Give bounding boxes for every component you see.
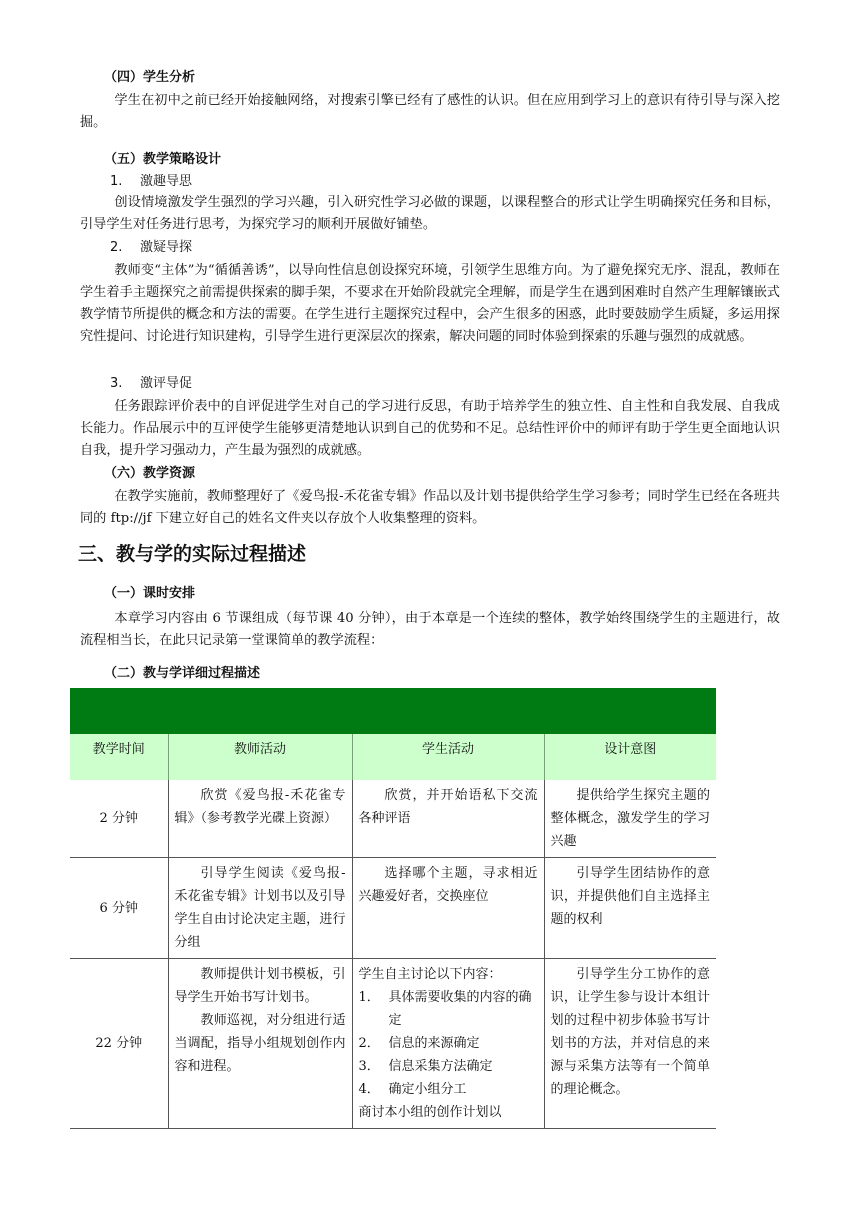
resources-text: 在教学实施前，教师整理好了《爱鸟报-禾花雀专辑》作品以及计划书提供给学生学习参考；同时学生已经在各班共同的 ftp://jf 下建立好自己的姓名文件夹以存放个人收集整理的资料。: [80, 489, 780, 526]
schedule-text: 本章学习内容由 6 节课组成（每节课 40 分钟），由于本章是一个连续的整体，教学始终围绕学生的主题进行，故流程相当长，在此只记录第一堂课简单的教学流程：: [80, 611, 780, 648]
cell-teacher: 引导学生阅读《爱鸟报-禾花雀专辑》计划书以及引导学生自由讨论决定主题，进行分组: [168, 858, 352, 959]
table-header-row: [70, 734, 716, 780]
list-item: 4． 确定小组分工: [358, 1082, 467, 1097]
strategy-item-2-title: 2. 激疑导探: [110, 240, 193, 255]
process-table: [70, 688, 716, 1129]
table-banner: [70, 688, 716, 734]
cell-student: 选择哪个主题，寻求相近兴趣爱好者，交换座位: [352, 858, 544, 959]
list-item: 2． 信息的来源确定: [358, 1036, 480, 1051]
cell-time: 22 分钟: [70, 959, 168, 1129]
table-row: [70, 959, 716, 1129]
cell-teacher: 欣赏《爱鸟报-禾花雀专辑》（参考教学光碟上资源）: [168, 780, 352, 858]
strategy-item-3-title: 3. 激评导促: [110, 376, 193, 391]
cell-intent: 引导学生分工协作的意识，让学生参与设计本组计划的过程中初步体验书写计划书的方法，并对信息的来源与采集方法等有一个简单的理论概念。: [544, 959, 716, 1129]
student-intro: 学生自主讨论以下内容：: [358, 967, 502, 982]
cell-intent: 引导学生团结协作的意识，并提供他们自主选择主题的权利: [544, 858, 716, 959]
cell-teacher: [168, 959, 352, 1129]
table-row: [70, 858, 716, 959]
cell-time: 6 分钟: [70, 858, 168, 959]
teacher-activity-2: 教师巡视，对分组进行适当调配，指导小组规划创作内容和进程。: [174, 1013, 346, 1074]
strategy-item-3-text: 任务跟踪评价表中的自评促进学生对自己的学习进行反思，有助于培养学生的独立性、自主性和自我发展、自我成长能力。作品展示中的互评使学生能够更清楚地认识到自己的优势和不足。总结性评价中的师评有助于学生更全面地认识自我，提升学习强动力，产生最为强烈的成就感。: [80, 399, 780, 458]
student-analysis-text: 学生在初中之前已经开始接触网络，对搜索引擎已经有了感性的认识。但在应用到学习上的意识有待引导与深入挖掘。: [80, 93, 780, 130]
resources-heading: （六）教学资源: [104, 466, 196, 481]
table-row: [70, 780, 716, 858]
chapter-title: 三、教与学的实际过程描述: [78, 543, 307, 565]
cell-time: 2 分钟: [70, 780, 168, 858]
cell-intent: 提供给学生探究主题的整体概念，激发学生的学习兴趣: [544, 780, 716, 858]
student-analysis-heading: （四）学生分析: [104, 70, 196, 85]
strategy-item-1-text: 创设情境激发学生强烈的学习兴趣，引入研究性学习必做的课题，以课程整合的形式让学生明确探究任务和目标，引导学生对任务进行思考，为探究学习的顺利开展做好铺垫。: [80, 195, 780, 232]
header-time: 教学时间: [70, 734, 168, 780]
cell-student: [352, 959, 544, 1129]
strategy-heading: （五）教学策略设计: [104, 152, 222, 167]
strategy-item-1-title: 1. 激趣导思: [110, 174, 193, 189]
header-teacher: 教师活动: [168, 734, 352, 780]
strategy-item-2-text: 教师变“主体”为“循循善诱”，以导向性信息创设探究环境，引领学生思维方向。为了避免探究无序、混乱，教师在学生着手主题探究之前需提供探索的脚手架，不要求在开始阶段就完全理解，而是学生在遇到困难时自然产生理解镶嵌式教学情节所提供的概念和方法的需要。在学生进行主题探究过程中，会产生很多的困惑，此时要鼓励学生质疑，多运用探究性提问、讨论进行知识建构，引导学生进行更深层次的探索，解决问题的同时体验到探索的乐趣与强烈的成就感。: [80, 263, 780, 344]
cell-student: 欣赏，并开始语私下交流各种评语: [352, 780, 544, 858]
header-intent: 设计意图: [544, 734, 716, 780]
list-item: 1． 具体需要收集的内容的确定: [358, 990, 532, 1028]
schedule-heading: （一）课时安排: [104, 586, 196, 601]
header-student: 学生活动: [352, 734, 544, 780]
student-tail: 商讨本小组的创作计划以: [358, 1105, 502, 1120]
list-item: 3． 信息采集方法确定: [358, 1059, 493, 1074]
teacher-activity-1: 教师提供计划书模板，引导学生开始书写计划书。: [174, 967, 346, 1005]
detail-heading: （二）教与学详细过程描述: [104, 666, 261, 681]
student-steps: [359, 986, 538, 1101]
